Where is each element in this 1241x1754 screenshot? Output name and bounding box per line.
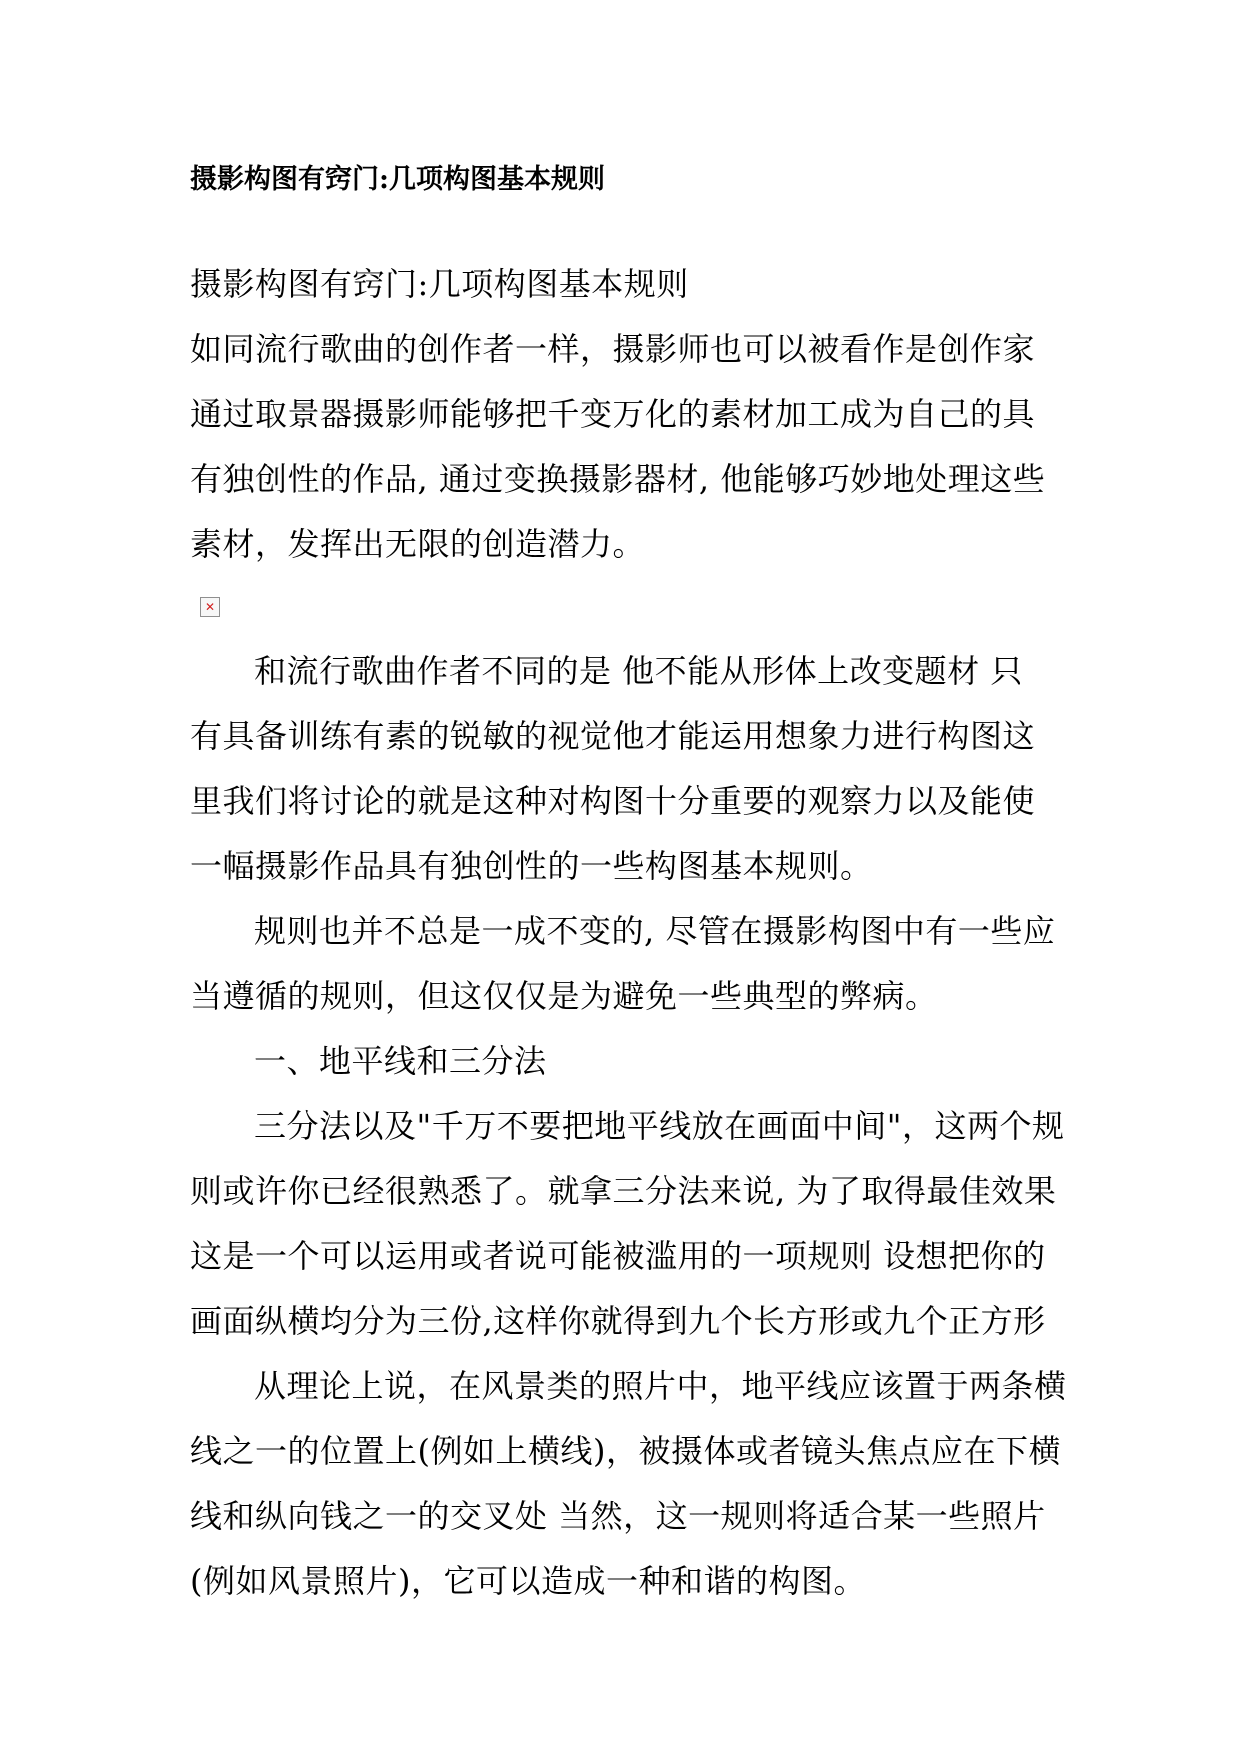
text-line: 三分法以及"千万不要把地平线放在画面中间"，这两个规: [254, 1107, 1065, 1145]
text-line: 画面纵横均分为三份,这样你就得到九个长方形或九个正方形: [190, 1302, 1046, 1340]
broken-image-icon: ✕: [200, 597, 220, 617]
text-line: 线之一的位置上(例如上横线)，被摄体或者镜头焦点应在下横: [190, 1432, 1061, 1470]
document-body: [190, 252, 1070, 1614]
text-line: 这是一个可以运用或者说可能被滥用的一项规则 设想把你的: [190, 1237, 1046, 1275]
text-line: 有独创性的作品, 通过变换摄影器材, 他能够巧妙地处理这些: [190, 460, 1046, 498]
text-line: 有具备训练有素的锐敏的视觉他才能运用想象力进行构图这: [190, 717, 1036, 755]
text-line: 通过取景器摄影师能够把千变万化的素材加工成为自己的具: [190, 395, 1036, 433]
text-line: 当遵循的规则，但这仅仅是为避免一些典型的弊病。: [190, 977, 938, 1015]
text-line: 素材，发挥出无限的创造潜力。: [190, 525, 646, 563]
text-line: 线和纵向钱之一的交叉处 当然，这一规则将适合某一些照片: [190, 1497, 1046, 1535]
text-line: 和流行歌曲作者不同的是 他不能从形体上改变题材 只: [254, 652, 1023, 690]
text-line: (例如风景照片)，它可以造成一种和谐的构图。: [190, 1562, 866, 1600]
paragraph-intro: [190, 317, 1070, 577]
paragraph-horizon-theory: [190, 1354, 1070, 1614]
text-line: 如同流行歌曲的创作者一样，摄影师也可以被看作是创作家: [190, 330, 1036, 368]
text-line: 从理论上说，在风景类的照片中，地平线应该置于两条横: [254, 1367, 1067, 1405]
text-line: 规则也并不总是一成不变的, 尽管在摄影构图中有一些应: [254, 912, 1056, 950]
paragraph-rules: [190, 899, 1070, 1029]
section-heading: 一、地平线和三分法: [254, 1042, 547, 1080]
paragraph-songwriter-comparison: [190, 639, 1070, 899]
text-line: 一幅摄影作品具有独创性的一些构图基本规则。: [190, 847, 873, 885]
paragraph-rule-of-thirds: [190, 1094, 1070, 1354]
text-line: 里我们将讨论的就是这种对构图十分重要的观察力以及能使: [190, 782, 1036, 820]
document-heading: 摄影构图有窍门:几项构图基本规则: [190, 164, 605, 195]
text-line: 则或许你已经很熟悉了。就拿三分法来说, 为了取得最佳效果: [190, 1172, 1057, 1210]
document-subtitle: 摄影构图有窍门:几项构图基本规则: [190, 265, 689, 303]
